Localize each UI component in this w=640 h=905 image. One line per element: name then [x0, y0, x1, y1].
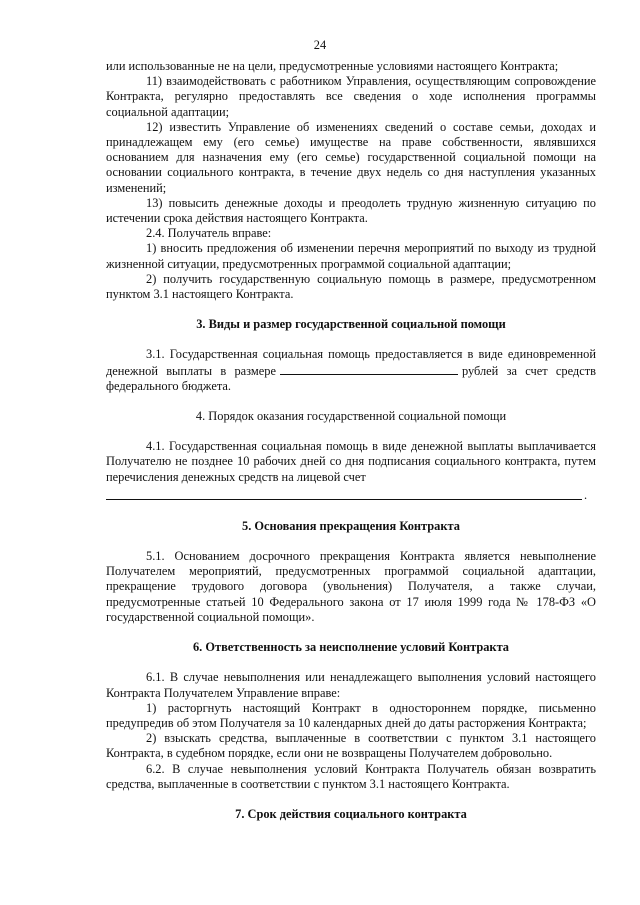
right-1: 1) вносить предложения об изменении перечня мероприятий по выходу из трудной жизненной ситуации, предусмотренных программой социальной адаптации;	[106, 241, 596, 271]
document-body	[106, 59, 596, 822]
clause-2-4: 2.4. Получатель вправе:	[146, 226, 272, 241]
clause-3-1-text: 3.1. Государственная социальная помощь предоставляется в виде единовременной денежной выплаты в размере	[106, 347, 596, 378]
section-5-heading: 5. Основания прекращения Контракта	[242, 518, 460, 533]
right-2: 2) получить государственную социальную помощь в размере, предусмотренном пунктом 3.1 настоящего Контракта.	[106, 271, 596, 302]
page-number: 24	[313, 38, 327, 52]
clause-6-1-item-1: 1) расторгнуть настоящий Контракт в одностороннем порядке, письменно предупредив об этом Получателя за 10 календарных дней до даты расторжения Контракта;	[106, 700, 596, 730]
obligation-12: 12) известить Управление об изменениях сведений о составе семьи, доходах и принадлежащем ему (его семье) имуществе на праве собственности, являвшихся основанием для назначения ему (его семье) государственной социальной помощи на основании социального контракта, в течение двух недель со дня наступления указанных изменений;	[106, 119, 596, 195]
clause-3-1	[106, 347, 596, 394]
section-7-heading: 7. Срок действия социального контракта	[235, 806, 467, 821]
clause-5-1: 5.1. Основанием досрочного прекращения Контракта является невыполнение Получателем мероприятий, предусмотренных программой социальной адаптации, прекращение трудового договора (увольнения) Получателя, а также случаи, предусмотренные статьей 10 Федерального закона от 17 июля 1999 года № 178-ФЗ «О государственной социальной помощи».	[106, 549, 596, 624]
clause-3-1-unit: рублей	[461, 363, 499, 378]
clause-4-1: 4.1. Государственная социальная помощь в виде денежной выплаты выплачивается Получателю не позднее 10 рабочих дней со дня подписания социального контракта, путем перечисления денежных средств на лицевой счет	[106, 439, 596, 484]
account-blank-line	[106, 488, 582, 500]
clause-6-1: 6.1. В случае невыполнения или ненадлежащего выполнения условий настоящего Контракта Получателем Управление вправе:	[106, 670, 596, 700]
paragraph-continuation: или использованные не на цели, предусмотренные условиями настоящего Контракта;	[106, 59, 559, 73]
section-4-heading: 4. Порядок оказания государственной социальной помощи	[195, 409, 507, 424]
obligation-11: 11) взаимодействовать с работником Управления, осуществляющим сопровождение Контракта, регулярно предоставлять все сведения о ходе исполнения программы социальной адаптации;	[106, 74, 596, 119]
clause-6-2: 6.2. В случае невыполнения условий Контракта Получатель обязан возвратить средства, выплаченные в соответствии с пунктом 3.1 настоящего Контракта.	[106, 761, 596, 791]
clause-3-1-source: за счет средств федерального бюджета.	[106, 363, 596, 393]
account-blank	[106, 488, 596, 504]
account-blank-end: .	[584, 487, 588, 502]
obligation-13: 13) повысить денежные доходы и преодолеть трудную жизненную ситуацию по истечении срока действия настоящего Контракта.	[106, 195, 596, 226]
section-3-heading: 3. Виды и размер государственной социальной помощи	[196, 317, 506, 332]
clause-6-1-item-2: 2) взыскать средства, выплаченные в соответствии с пунктом 3.1 настоящего Контракта, в судебном порядке, если они не возвращены Получателем добровольно.	[106, 731, 596, 761]
amount-blank-line	[280, 363, 458, 375]
section-6-heading: 6. Ответственность за неисполнение условий Контракта	[192, 640, 510, 655]
